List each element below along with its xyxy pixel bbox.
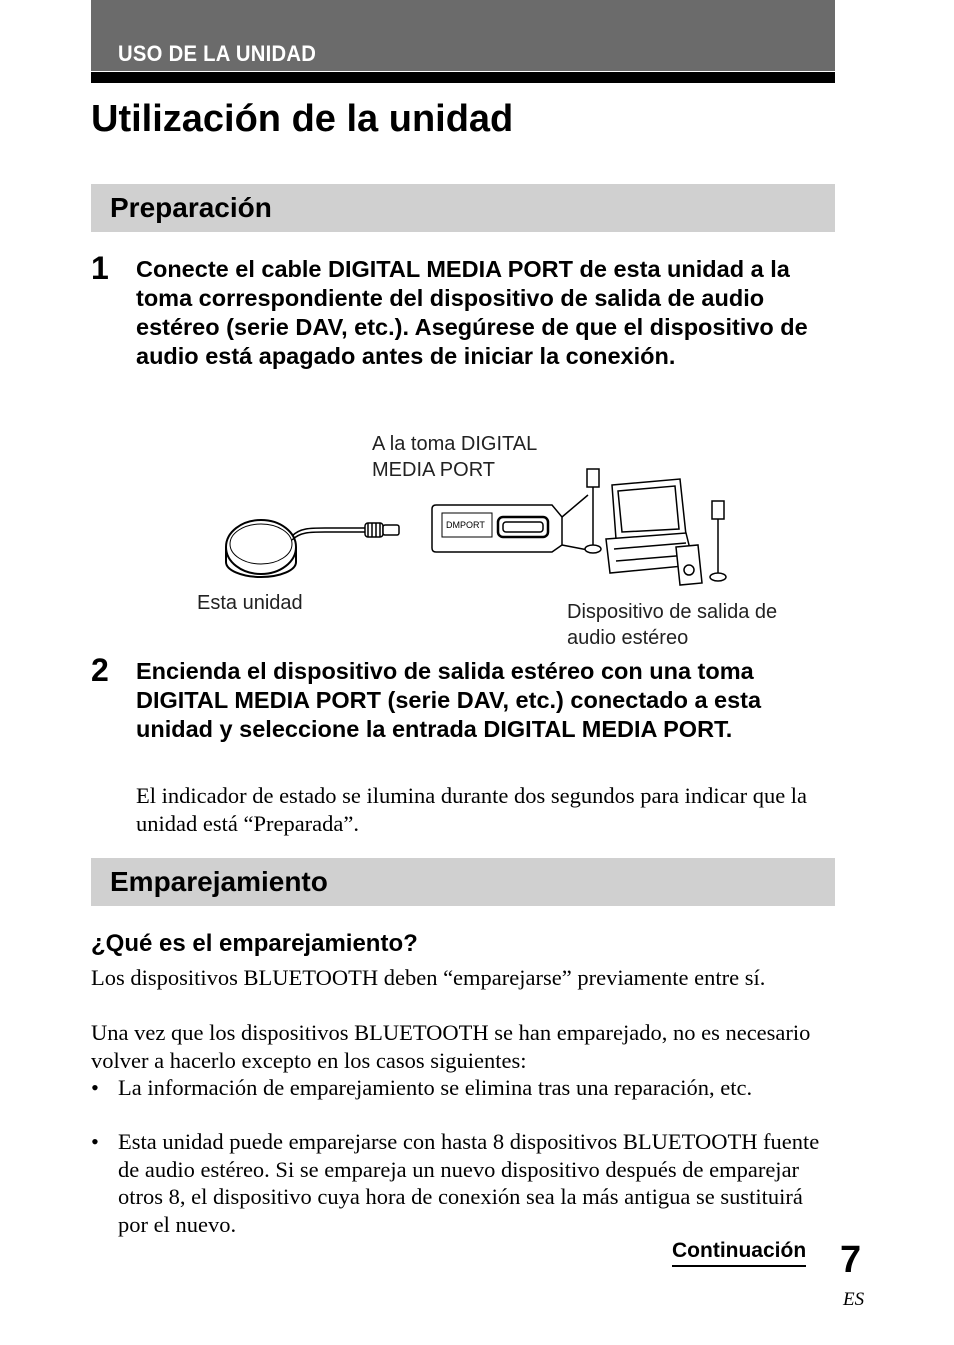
step-1-number: 1 [91, 250, 109, 286]
step-2-number: 2 [91, 652, 109, 688]
section-header-rule [91, 72, 835, 83]
plug-icon [365, 523, 399, 537]
step-2-text: Encienda el dispositivo de salida estéreo con una toma DIGITAL MEDIA PORT (serie DAV, etc.) conectado a esta unidad y seleccione la entrada DIGITAL MEDIA PORT. [136, 658, 762, 742]
bullet-icon: • [91, 1129, 99, 1154]
continued-label: Continuación [672, 1238, 806, 1267]
dmport-marking: DMPORT [446, 520, 485, 530]
audio-system-icon [585, 469, 726, 585]
list-item-text: La información de emparejamiento se elimina tras una reparación, etc. [118, 1075, 753, 1100]
preparacion-heading-band [91, 184, 835, 232]
pairing-paragraph-2: Una vez que los dispositivos BLUETOOTH se han emparejado, no es necesario volver a hacerlo excepto en los casos siguientes: [91, 1020, 811, 1073]
port-callout-label: A la toma DIGITAL MEDIA PORT [372, 433, 537, 481]
list-item-text: Esta unidad puede emparejarse con hasta 8 dispositivos BLUETOOTH fuente de audio estéreo. Si se empareja un nuevo dispositivo después de emparejar otros 8, el dispositivo cuya hora de conexión sea la más antigua se sustituirá por el nuevo. [118, 1129, 820, 1237]
page-title: Utilización de la unidad [91, 98, 514, 140]
step-2-note: El indicador de estado se ilumina durante dos segundos para indicar que la unidad está “Preparada”. [136, 783, 808, 836]
device-label: Dispositivo de salida de audio estéreo [567, 601, 778, 649]
emparejamiento-heading-band [91, 858, 835, 906]
language-code: ES [843, 1289, 865, 1310]
connection-diagram [190, 425, 790, 660]
step-1-text: Conecte el cable DIGITAL MEDIA PORT de esta unidad a la toma correspondiente del dispositivo de salida de audio estéreo (serie DAV, etc.). Asegúrese de que el dispositivo de audio está apagado antes de iniciar la conexión. [136, 256, 808, 369]
emparejamiento-heading: Emparejamiento [110, 866, 328, 897]
pairing-paragraph-1: Los dispositivos BLUETOOTH deben “emparejarse” previamente entre sí. [91, 965, 766, 990]
unit-label: Esta unidad [197, 592, 303, 614]
bullet-icon: • [91, 1075, 99, 1100]
section-label: USO DE LA UNIDAD [118, 41, 317, 66]
preparacion-heading: Preparación [110, 192, 272, 223]
pairing-subheading: ¿Qué es el emparejamiento? [91, 930, 418, 957]
page-number: 7 [840, 1239, 862, 1281]
unit-puck-icon [226, 520, 296, 577]
